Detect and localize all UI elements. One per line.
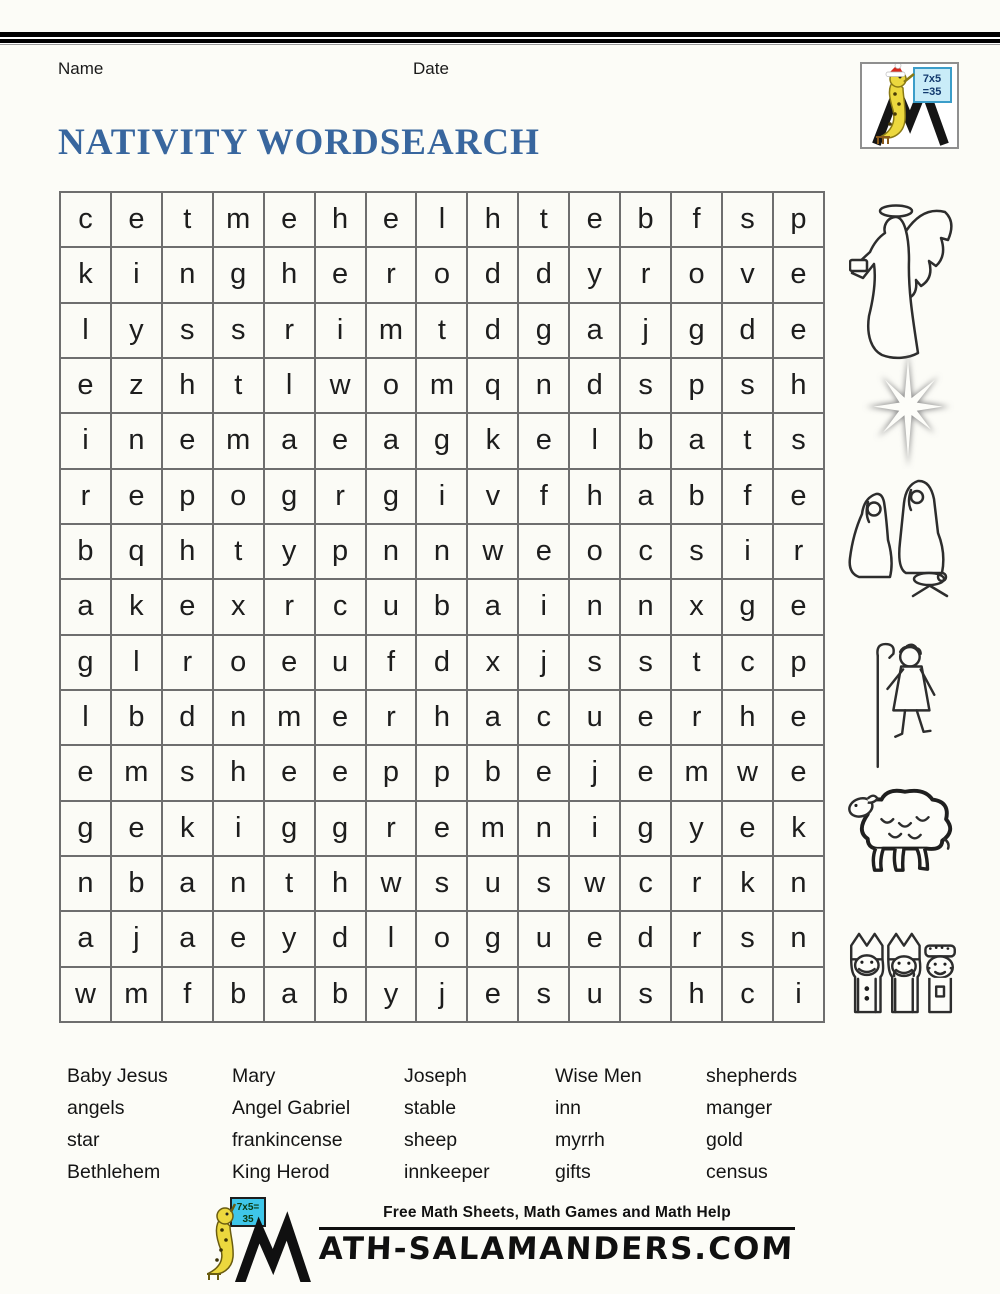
grid-cell: p [162, 469, 213, 524]
grid-cell: n [620, 579, 671, 634]
grid-cell: h [671, 967, 722, 1022]
grid-cell: n [569, 579, 620, 634]
grid-cell: e [518, 413, 569, 468]
nativity-scene-icon [845, 472, 965, 598]
grid-cell: e [264, 192, 315, 247]
grid-cell: n [773, 911, 824, 966]
grid-cell: r [162, 635, 213, 690]
grid-cell: e [366, 192, 417, 247]
footer-text [319, 1196, 794, 1287]
grid-cell: y [111, 303, 162, 358]
grid-cell: g [671, 303, 722, 358]
grid-cell: e [773, 690, 824, 745]
grid-cell: s [620, 358, 671, 413]
grid-cell: o [213, 469, 264, 524]
grid-cell: i [111, 247, 162, 302]
grid-cell: w [60, 967, 111, 1022]
word-list-item: frankincense [232, 1129, 343, 1151]
grid-cell: k [162, 801, 213, 856]
grid-row [60, 911, 824, 966]
grid-cell: j [620, 303, 671, 358]
grid-cell: z [111, 358, 162, 413]
grid-cell: n [111, 413, 162, 468]
grid-cell: e [111, 192, 162, 247]
name-label: Name [58, 59, 104, 78]
grid-cell: h [416, 690, 467, 745]
grid-cell: e [569, 192, 620, 247]
word-list-item: sheep [404, 1129, 458, 1151]
grid-cell: t [213, 358, 264, 413]
word-list-column [404, 1060, 555, 1188]
grid-cell: n [60, 856, 111, 911]
grid-cell: m [111, 745, 162, 800]
grid-cell: n [773, 856, 824, 911]
grid-cell: m [467, 801, 518, 856]
grid-cell: s [518, 856, 569, 911]
footer [0, 1196, 1000, 1287]
math-salamanders-logo [860, 62, 959, 149]
grid-cell: g [213, 247, 264, 302]
grid-cell: a [671, 413, 722, 468]
grid-cell: d [467, 247, 518, 302]
grid-cell: l [60, 303, 111, 358]
grid-cell: h [264, 247, 315, 302]
grid-cell: s [416, 856, 467, 911]
grid-cell: m [671, 745, 722, 800]
grid-row [60, 579, 824, 634]
grid-cell: s [518, 967, 569, 1022]
grid-cell: v [467, 469, 518, 524]
grid-cell: e [60, 745, 111, 800]
grid-cell: c [315, 579, 366, 634]
grid-cell: r [671, 856, 722, 911]
grid-cell: a [60, 911, 111, 966]
grid-cell: n [162, 247, 213, 302]
grid-cell: u [315, 635, 366, 690]
grid-cell: c [518, 690, 569, 745]
word-list-item: innkeeper [404, 1161, 490, 1183]
word-list-item: angels [67, 1097, 125, 1119]
grid-cell: h [315, 192, 366, 247]
grid-row [60, 469, 824, 524]
word-list-item: Angel Gabriel [232, 1097, 351, 1119]
grid-cell: w [467, 524, 518, 579]
grid-cell: s [722, 911, 773, 966]
grid-cell: p [315, 524, 366, 579]
grid-cell: t [213, 524, 264, 579]
wordsearch-grid-body [60, 192, 824, 1022]
grid-cell: i [722, 524, 773, 579]
word-list-item: myrrh [555, 1129, 605, 1151]
grid-cell: k [773, 801, 824, 856]
word-list-item: Bethlehem [67, 1161, 161, 1183]
grid-cell: e [773, 579, 824, 634]
grid-cell: w [569, 856, 620, 911]
grid-cell: u [518, 911, 569, 966]
grid-cell: e [162, 579, 213, 634]
grid-cell: q [111, 524, 162, 579]
grid-cell: a [264, 413, 315, 468]
footer-salamander-logo [205, 1196, 317, 1287]
grid-cell: e [722, 801, 773, 856]
grid-cell: g [620, 801, 671, 856]
grid-cell: t [722, 413, 773, 468]
grid-cell: e [60, 358, 111, 413]
grid-cell: i [518, 579, 569, 634]
word-list [67, 1060, 797, 1188]
grid-cell: s [722, 358, 773, 413]
grid-cell: c [722, 635, 773, 690]
grid-cell: t [518, 192, 569, 247]
grid-cell: u [569, 967, 620, 1022]
decorative-top-rule [0, 32, 1000, 46]
grid-cell: a [162, 911, 213, 966]
word-list-item: star [67, 1129, 100, 1151]
grid-cell: b [111, 856, 162, 911]
grid-row [60, 801, 824, 856]
grid-row [60, 967, 824, 1022]
grid-cell: v [722, 247, 773, 302]
grid-cell: j [569, 745, 620, 800]
grid-cell: f [366, 635, 417, 690]
grid-cell: s [569, 635, 620, 690]
word-list-column [706, 1060, 797, 1188]
grid-cell: h [162, 524, 213, 579]
grid-cell: c [722, 967, 773, 1022]
grid-cell: e [111, 469, 162, 524]
grid-cell: n [518, 358, 569, 413]
grid-cell: g [366, 469, 417, 524]
grid-cell: o [671, 247, 722, 302]
grid-cell: g [467, 911, 518, 966]
sheep-icon [848, 780, 958, 878]
word-list-item: gold [706, 1129, 743, 1151]
grid-cell: l [264, 358, 315, 413]
word-list-item: Joseph [404, 1065, 467, 1087]
grid-cell: m [416, 358, 467, 413]
grid-cell: l [60, 690, 111, 745]
word-list-item: stable [404, 1097, 457, 1119]
grid-cell: g [518, 303, 569, 358]
grid-cell: s [671, 524, 722, 579]
grid-cell: e [264, 635, 315, 690]
grid-cell: y [671, 801, 722, 856]
grid-cell: t [416, 303, 467, 358]
grid-cell: c [620, 524, 671, 579]
grid-cell: g [416, 413, 467, 468]
grid-cell: h [569, 469, 620, 524]
grid-cell: a [569, 303, 620, 358]
grid-cell: r [366, 690, 417, 745]
grid-cell: b [620, 413, 671, 468]
grid-cell: r [366, 247, 417, 302]
grid-cell: r [264, 579, 315, 634]
grid-cell: d [620, 911, 671, 966]
grid-cell: e [315, 247, 366, 302]
grid-cell: n [416, 524, 467, 579]
grid-cell: i [213, 801, 264, 856]
grid-row [60, 413, 824, 468]
word-list-item: census [706, 1161, 768, 1183]
grid-cell: t [671, 635, 722, 690]
grid-cell: k [467, 413, 518, 468]
grid-cell: x [671, 579, 722, 634]
grid-cell: k [722, 856, 773, 911]
grid-cell: r [315, 469, 366, 524]
word-list-item: inn [555, 1097, 582, 1119]
grid-cell: a [162, 856, 213, 911]
grid-cell: a [366, 413, 417, 468]
grid-cell: d [416, 635, 467, 690]
grid-cell: w [722, 745, 773, 800]
grid-cell: d [315, 911, 366, 966]
grid-cell: h [773, 358, 824, 413]
word-list-item: King Herod [232, 1161, 330, 1183]
salamander-mascot-icon [205, 1196, 317, 1282]
grid-cell: e [773, 469, 824, 524]
word-list-item: Mary [232, 1065, 276, 1087]
grid-cell: g [264, 801, 315, 856]
salamander-mascot-icon [862, 64, 957, 147]
shepherd-icon [868, 640, 946, 771]
grid-cell: e [467, 967, 518, 1022]
grid-cell: p [366, 745, 417, 800]
grid-cell: o [569, 524, 620, 579]
grid-cell: d [162, 690, 213, 745]
grid-cell: e [773, 303, 824, 358]
grid-cell: u [569, 690, 620, 745]
grid-cell: n [366, 524, 417, 579]
grid-cell: e [416, 801, 467, 856]
grid-row [60, 303, 824, 358]
grid-cell: e [315, 745, 366, 800]
grid-row [60, 192, 824, 247]
grid-cell: s [620, 635, 671, 690]
grid-cell: m [213, 413, 264, 468]
grid-row [60, 247, 824, 302]
grid-cell: e [773, 247, 824, 302]
grid-cell: b [467, 745, 518, 800]
grid-cell: g [60, 801, 111, 856]
grid-cell: g [60, 635, 111, 690]
grid-cell: d [722, 303, 773, 358]
grid-cell: a [264, 967, 315, 1022]
grid-cell: g [264, 469, 315, 524]
grid-row [60, 358, 824, 413]
grid-cell: j [416, 967, 467, 1022]
star-of-bethlehem-icon [860, 352, 956, 469]
grid-cell: l [366, 911, 417, 966]
grid-cell: b [416, 579, 467, 634]
grid-cell: w [315, 358, 366, 413]
grid-cell: y [569, 247, 620, 302]
grid-cell: k [60, 247, 111, 302]
grid-cell: i [569, 801, 620, 856]
grid-cell: e [620, 745, 671, 800]
grid-cell: k [111, 579, 162, 634]
grid-cell: g [722, 579, 773, 634]
grid-cell: l [416, 192, 467, 247]
wordsearch-grid [59, 191, 825, 1023]
grid-cell: x [467, 635, 518, 690]
grid-cell: t [264, 856, 315, 911]
grid-cell: x [213, 579, 264, 634]
grid-cell: s [162, 303, 213, 358]
wise-men-icon [845, 930, 959, 1014]
grid-cell: e [264, 745, 315, 800]
grid-cell: p [773, 192, 824, 247]
grid-cell: l [569, 413, 620, 468]
grid-cell: f [518, 469, 569, 524]
grid-cell: w [366, 856, 417, 911]
word-list-item: gifts [555, 1161, 591, 1183]
grid-row [60, 524, 824, 579]
grid-cell: s [213, 303, 264, 358]
grid-cell: f [162, 967, 213, 1022]
grid-cell: a [467, 690, 518, 745]
grid-cell: e [315, 690, 366, 745]
page-title: NATIVITY WORDSEARCH [58, 122, 540, 163]
grid-cell: r [671, 690, 722, 745]
word-list-column [555, 1060, 706, 1188]
grid-cell: d [518, 247, 569, 302]
grid-cell: r [620, 247, 671, 302]
grid-cell: h [162, 358, 213, 413]
grid-cell: o [213, 635, 264, 690]
grid-cell: e [315, 413, 366, 468]
grid-cell: b [315, 967, 366, 1022]
grid-cell: e [569, 911, 620, 966]
grid-row [60, 690, 824, 745]
grid-cell: a [467, 579, 518, 634]
footer-tagline: Free Math Sheets, Math Games and Math Help [383, 1204, 731, 1221]
grid-cell: j [518, 635, 569, 690]
grid-cell: f [722, 469, 773, 524]
grid-cell: u [467, 856, 518, 911]
grid-cell: r [773, 524, 824, 579]
word-list-column [232, 1060, 404, 1188]
word-list-item: Wise Men [555, 1065, 642, 1087]
grid-cell: q [467, 358, 518, 413]
grid-row [60, 745, 824, 800]
grid-cell: m [366, 303, 417, 358]
grid-cell: a [620, 469, 671, 524]
grid-cell: y [264, 524, 315, 579]
grid-cell: s [620, 967, 671, 1022]
grid-cell: o [366, 358, 417, 413]
word-list-item: Baby Jesus [67, 1065, 168, 1087]
grid-cell: b [111, 690, 162, 745]
grid-cell: p [416, 745, 467, 800]
grid-cell: i [416, 469, 467, 524]
grid-cell: h [722, 690, 773, 745]
grid-cell: o [416, 247, 467, 302]
grid-cell: b [671, 469, 722, 524]
grid-cell: e [213, 911, 264, 966]
grid-cell: g [315, 801, 366, 856]
grid-cell: e [162, 413, 213, 468]
grid-cell: f [671, 192, 722, 247]
grid-cell: e [620, 690, 671, 745]
grid-cell: d [467, 303, 518, 358]
grid-cell: p [773, 635, 824, 690]
grid-cell: t [162, 192, 213, 247]
grid-cell: c [620, 856, 671, 911]
grid-cell: h [467, 192, 518, 247]
grid-cell: b [213, 967, 264, 1022]
grid-cell: e [773, 745, 824, 800]
grid-cell: s [162, 745, 213, 800]
grid-cell: r [60, 469, 111, 524]
svg-text:7x5=: 7x5= [237, 1202, 260, 1213]
grid-cell: b [620, 192, 671, 247]
svg-text:=35: =35 [922, 86, 942, 98]
grid-cell: u [366, 579, 417, 634]
grid-cell: m [111, 967, 162, 1022]
grid-cell: n [213, 856, 264, 911]
grid-cell: l [111, 635, 162, 690]
grid-row [60, 635, 824, 690]
word-list-item: manger [706, 1097, 773, 1119]
grid-cell: b [60, 524, 111, 579]
word-list-item: shepherds [706, 1065, 798, 1087]
grid-cell: r [671, 911, 722, 966]
grid-cell: m [264, 690, 315, 745]
date-label: Date [413, 59, 449, 78]
grid-cell: n [213, 690, 264, 745]
word-list-column [67, 1060, 232, 1188]
grid-cell: e [518, 524, 569, 579]
grid-cell: h [213, 745, 264, 800]
grid-cell: d [569, 358, 620, 413]
grid-cell: i [315, 303, 366, 358]
grid-cell: y [366, 967, 417, 1022]
grid-cell: o [416, 911, 467, 966]
grid-cell: i [60, 413, 111, 468]
grid-cell: h [315, 856, 366, 911]
svg-text:7x5: 7x5 [922, 73, 942, 85]
footer-site-name: ATH-SALAMANDERS.COM [318, 1231, 796, 1267]
grid-cell: e [111, 801, 162, 856]
grid-cell: j [111, 911, 162, 966]
grid-cell: p [671, 358, 722, 413]
grid-cell: c [60, 192, 111, 247]
grid-cell: n [518, 801, 569, 856]
grid-cell: s [722, 192, 773, 247]
grid-cell: i [773, 967, 824, 1022]
svg-text:35: 35 [242, 1214, 254, 1225]
grid-row [60, 856, 824, 911]
grid-cell: a [60, 579, 111, 634]
grid-cell: r [264, 303, 315, 358]
grid-cell: e [518, 745, 569, 800]
grid-cell: r [366, 801, 417, 856]
grid-cell: m [213, 192, 264, 247]
grid-cell: y [264, 911, 315, 966]
grid-cell: s [773, 413, 824, 468]
